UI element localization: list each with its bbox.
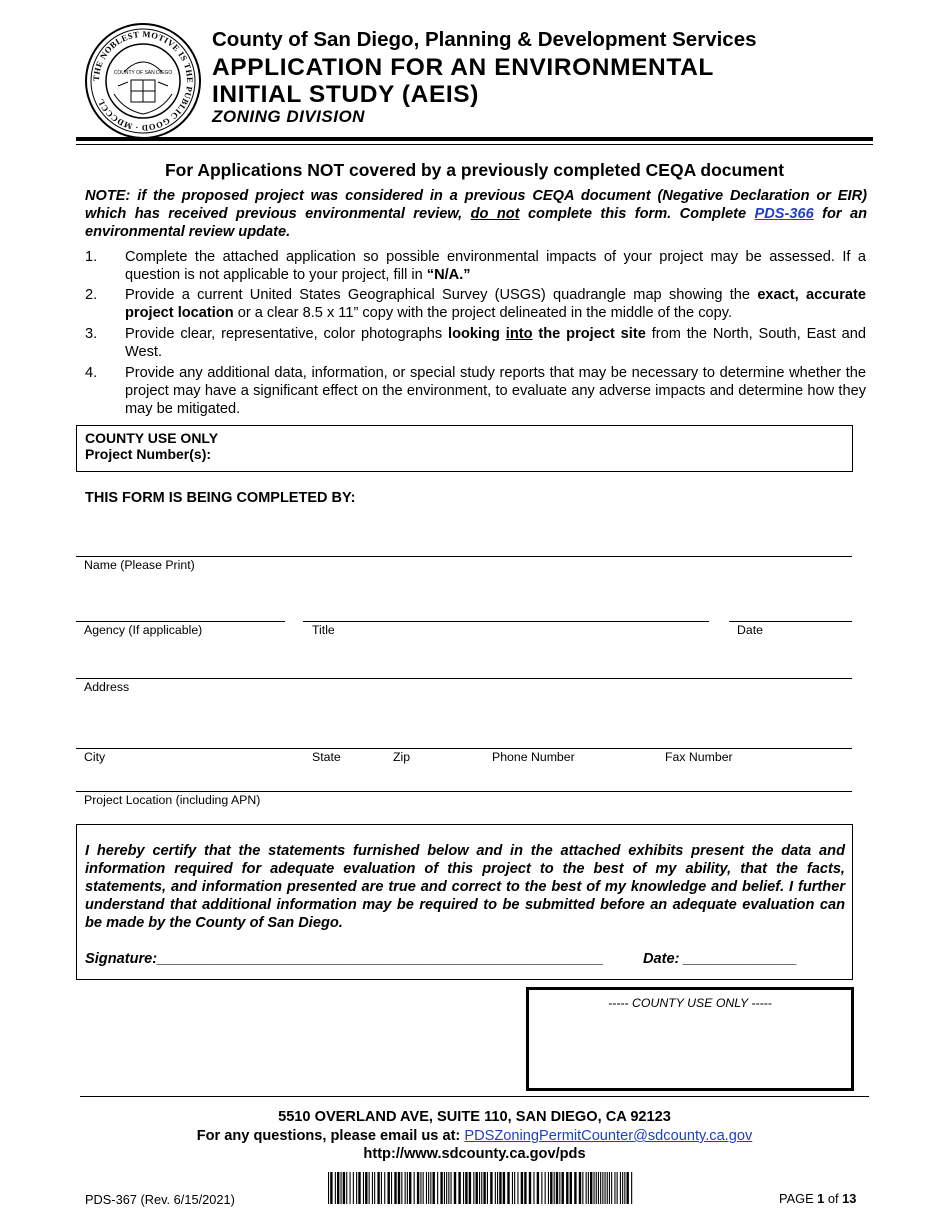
barcode-bar bbox=[545, 1172, 546, 1204]
instruction-item bbox=[85, 364, 866, 418]
barcode-bar bbox=[495, 1172, 496, 1204]
project-number-label[interactable]: Project Number(s): bbox=[85, 446, 212, 462]
title-label: Title bbox=[312, 623, 335, 637]
barcode-bar bbox=[377, 1172, 379, 1204]
barcode-bar bbox=[611, 1172, 612, 1204]
barcode-bar bbox=[562, 1172, 564, 1204]
seal-center-text: COUNTY OF SAN DIEGO bbox=[113, 70, 173, 76]
instruction-item bbox=[85, 286, 866, 322]
barcode-bar bbox=[388, 1172, 390, 1204]
barcode-bar bbox=[454, 1172, 456, 1204]
name-label: Name (Please Print) bbox=[84, 558, 195, 572]
location-field-line[interactable] bbox=[76, 791, 852, 792]
state-label: State bbox=[312, 750, 341, 764]
page-number bbox=[779, 1191, 856, 1206]
page-current: 1 bbox=[817, 1191, 825, 1206]
barcode-bar bbox=[541, 1172, 542, 1204]
phone-label: Phone Number bbox=[492, 750, 575, 764]
barcode-bar bbox=[451, 1172, 452, 1204]
instruction-text: Complete the attached application so possible environmental impacts of your project may be assessed. If a question is not applicable to your project, fill in bbox=[125, 249, 866, 283]
barcode-bar bbox=[483, 1172, 485, 1204]
barcode-bar bbox=[521, 1172, 523, 1204]
barcode-bar bbox=[607, 1172, 608, 1204]
barcode-bar bbox=[624, 1172, 625, 1204]
city-label: City bbox=[84, 750, 106, 764]
page-of: of bbox=[824, 1191, 843, 1206]
barcode-bar bbox=[391, 1172, 392, 1204]
barcode-image bbox=[328, 1172, 634, 1204]
barcode-bar bbox=[598, 1172, 599, 1204]
instruction-text: Provide a current United States Geographical Survey (USGS) quadrangle map showing the bbox=[125, 287, 758, 303]
barcode-bar bbox=[407, 1172, 408, 1204]
barcode-bar bbox=[384, 1172, 385, 1204]
barcode-bar bbox=[550, 1172, 552, 1204]
barcode-bar bbox=[570, 1172, 572, 1204]
barcode-bar bbox=[341, 1172, 342, 1204]
barcode-bar bbox=[365, 1172, 367, 1204]
barcode-bar bbox=[363, 1172, 364, 1204]
barcode-bar bbox=[588, 1172, 589, 1204]
instruction-text: from the North, South, East and West. bbox=[125, 326, 866, 360]
instruction-item bbox=[85, 325, 866, 361]
barcode-bar bbox=[617, 1172, 618, 1204]
barcode-bar bbox=[631, 1172, 632, 1204]
agency-field-line[interactable] bbox=[76, 621, 285, 622]
instruction-item bbox=[85, 248, 866, 284]
note-text-2: complete this form. Complete bbox=[519, 206, 755, 222]
signature-field[interactable]: Signature:_______________________________________________________ bbox=[85, 951, 604, 967]
instruction-bold-underline: into bbox=[505, 326, 533, 342]
zip-label: Zip bbox=[393, 750, 411, 764]
department-name: County of San Diego, Planning & Development Services bbox=[212, 28, 757, 51]
certification-text: I hereby certify that the statements furnished below and in the attached exhibits present the data and information required for adequate evaluation of this project to the best of my ability, that the facts, statements, and information presented are true and correct to the best of my knowledge and belief. I further understand that additional information may be required to be submitted before an adequate evaluation can be made by the County of San Diego. bbox=[85, 843, 845, 931]
county-use-label: COUNTY USE ONLY bbox=[85, 430, 219, 446]
county-use-only-box bbox=[526, 987, 854, 1091]
barcode-bar bbox=[394, 1172, 396, 1204]
certification-box bbox=[76, 824, 853, 980]
barcode-bar bbox=[594, 1172, 595, 1204]
barcode-bar bbox=[335, 1172, 336, 1204]
barcode-bar bbox=[476, 1172, 478, 1204]
barcode-bar bbox=[512, 1172, 513, 1204]
barcode-bar bbox=[381, 1172, 382, 1204]
barcode-bar bbox=[433, 1172, 435, 1204]
barcode-bar bbox=[596, 1172, 597, 1204]
barcode-bar bbox=[463, 1172, 464, 1204]
note-text-3: for an environmental review update. bbox=[85, 206, 868, 240]
barcode-bar bbox=[622, 1172, 623, 1204]
county-use-box bbox=[76, 425, 853, 472]
footer-website[interactable]: http://www.sdcounty.ca.gov/pds bbox=[363, 1146, 586, 1162]
instruction-bold: exact, accurate project location bbox=[125, 287, 866, 321]
barcode-bar bbox=[620, 1172, 621, 1204]
date-label: Date bbox=[737, 623, 763, 637]
barcode-bar bbox=[529, 1172, 531, 1204]
instruction-text: or a clear 8.5 x 11” copy with the project delineated in the middle of the copy. bbox=[233, 305, 733, 321]
barcode-bar bbox=[358, 1172, 360, 1204]
barcode-bar bbox=[423, 1172, 424, 1204]
barcode-bar bbox=[605, 1172, 606, 1204]
barcode-bar bbox=[554, 1172, 555, 1204]
instruction-number: 4. bbox=[85, 365, 98, 381]
barcode-bar bbox=[417, 1172, 419, 1204]
barcode-bar bbox=[586, 1172, 587, 1204]
instruction-text: Provide any additional data, information, or special study reports that may be necessary to determine whether the project may have a significant effect on the environment, to evaluate any adverse impacts and determine how they may be mitigated. bbox=[125, 365, 866, 417]
barcode-bar bbox=[356, 1172, 357, 1204]
barcode-bar bbox=[556, 1172, 558, 1204]
completed-by-heading: THIS FORM IS BEING COMPLETED BY: bbox=[85, 490, 356, 506]
address-label: Address bbox=[84, 680, 130, 694]
barcode-bar bbox=[548, 1172, 549, 1204]
barcode-bar bbox=[487, 1172, 488, 1204]
barcode-bar bbox=[507, 1172, 509, 1204]
barcode-bar bbox=[430, 1172, 431, 1204]
barcode-bar bbox=[499, 1172, 501, 1204]
subheading: For Applications NOT covered by a previously completed CEQA document bbox=[164, 160, 785, 180]
barcode-bar bbox=[503, 1172, 505, 1204]
instruction-number: 1. bbox=[85, 249, 98, 265]
county-seal-logo bbox=[84, 22, 202, 140]
form-number: PDS-367 (Rev. 6/15/2021) bbox=[85, 1192, 235, 1207]
pds-366-link[interactable]: PDS-366 bbox=[754, 206, 814, 222]
barcode-bar bbox=[609, 1172, 610, 1204]
title-field-line[interactable] bbox=[303, 621, 709, 622]
barcode-bar bbox=[369, 1172, 370, 1204]
barcode-bar bbox=[405, 1172, 406, 1204]
barcode-bar bbox=[582, 1172, 583, 1204]
barcode-bar bbox=[346, 1172, 347, 1204]
barcode-bar bbox=[524, 1172, 526, 1204]
barcode-bar bbox=[409, 1172, 411, 1204]
barcode-bar bbox=[465, 1172, 467, 1204]
note-paragraph bbox=[85, 187, 867, 241]
barcode-bar bbox=[374, 1172, 375, 1204]
barcode-bar bbox=[448, 1172, 449, 1204]
instruction-text: Provide clear, representative, color photographs bbox=[125, 326, 449, 342]
footer-rule bbox=[80, 1096, 869, 1097]
barcode-bar bbox=[337, 1172, 339, 1204]
barcode-bar bbox=[590, 1172, 592, 1204]
barcode-bar bbox=[414, 1172, 415, 1204]
barcode-bar bbox=[350, 1172, 351, 1204]
email-prefix: For any questions, please email us at: bbox=[196, 1128, 465, 1144]
barcode-bar bbox=[600, 1172, 601, 1204]
form-title-line1: APPLICATION FOR AN ENVIRONMENTAL bbox=[212, 54, 714, 81]
barcode-bar bbox=[627, 1172, 629, 1204]
barcode-bar bbox=[469, 1172, 471, 1204]
footer-email-line bbox=[76, 1128, 873, 1144]
barcode-bar bbox=[372, 1172, 373, 1204]
barcode-bar bbox=[479, 1172, 480, 1204]
division-name: ZONING DIVISION bbox=[212, 107, 365, 126]
barcode-bar bbox=[490, 1172, 492, 1204]
barcode-bar bbox=[517, 1172, 518, 1204]
barcode-bar bbox=[437, 1172, 438, 1204]
instruction-bold: “N/A.” bbox=[426, 267, 471, 283]
name-field-line[interactable] bbox=[76, 556, 852, 557]
barcode-bar bbox=[602, 1172, 603, 1204]
barcode-bar bbox=[579, 1172, 581, 1204]
barcode-bar bbox=[458, 1172, 460, 1204]
project-location-label: Project Location (including APN) bbox=[84, 793, 261, 807]
barcode-bar bbox=[428, 1172, 429, 1204]
barcode-bar bbox=[537, 1172, 539, 1204]
instruction-bold: looking bbox=[448, 326, 506, 342]
instruction-number: 2. bbox=[85, 287, 98, 303]
instruction-number: 3. bbox=[85, 326, 98, 342]
barcode-bar bbox=[533, 1172, 534, 1204]
barcode-bar bbox=[328, 1172, 329, 1204]
fax-label: Fax Number bbox=[665, 750, 733, 764]
header-rule-thick bbox=[76, 137, 873, 141]
email-link[interactable]: PDSZoningPermitCounter@sdcounty.ca.gov bbox=[464, 1128, 753, 1144]
barcode-bar bbox=[446, 1172, 447, 1204]
barcode-bar bbox=[444, 1172, 445, 1204]
page-label: PAGE bbox=[779, 1191, 818, 1206]
header-rule-thin bbox=[76, 144, 873, 145]
barcode-bar bbox=[343, 1172, 345, 1204]
county-use-only-label: ----- COUNTY USE ONLY ----- bbox=[608, 996, 772, 1010]
barcode-bar bbox=[473, 1172, 474, 1204]
instruction-bold: the project site bbox=[532, 326, 646, 342]
barcode-bar bbox=[514, 1172, 515, 1204]
barcode-bar bbox=[574, 1172, 576, 1204]
barcode-bar bbox=[330, 1172, 332, 1204]
page-total: 13 bbox=[842, 1191, 857, 1206]
barcode-bar bbox=[401, 1172, 402, 1204]
note-do-not: do not bbox=[470, 206, 520, 222]
barcode-bar bbox=[497, 1172, 498, 1204]
agency-label: Agency (If applicable) bbox=[84, 623, 203, 637]
barcode-bar bbox=[481, 1172, 482, 1204]
barcode-bar bbox=[566, 1172, 568, 1204]
address-field-line[interactable] bbox=[76, 678, 852, 679]
barcode-bar bbox=[353, 1172, 354, 1204]
footer-address: 5510 OVERLAND AVE, SUITE 110, SAN DIEGO, CA 92123 bbox=[278, 1109, 671, 1125]
note-text-1: NOTE: if the proposed project was considered in a previous CEQA document (Negative Declaration or EIR) which has received previous environmental review, bbox=[85, 188, 867, 222]
seal-ring-text: THE NOBLEST MOTIVE IS THE PUBLIC GOOD · MDCCCL bbox=[90, 28, 196, 134]
city-row-field-line[interactable] bbox=[76, 748, 852, 749]
barcode-bar bbox=[559, 1172, 560, 1204]
date-field-line[interactable] bbox=[729, 621, 852, 622]
form-title bbox=[212, 54, 714, 108]
signature-date-field[interactable]: Date: ______________ bbox=[643, 951, 798, 967]
barcode-bar bbox=[614, 1172, 615, 1204]
barcode-bar bbox=[420, 1172, 421, 1204]
barcode-bar bbox=[440, 1172, 442, 1204]
barcode-bar bbox=[398, 1172, 400, 1204]
barcode-bar bbox=[426, 1172, 427, 1204]
form-title-line2: INITIAL STUDY (AEIS) bbox=[212, 81, 480, 108]
